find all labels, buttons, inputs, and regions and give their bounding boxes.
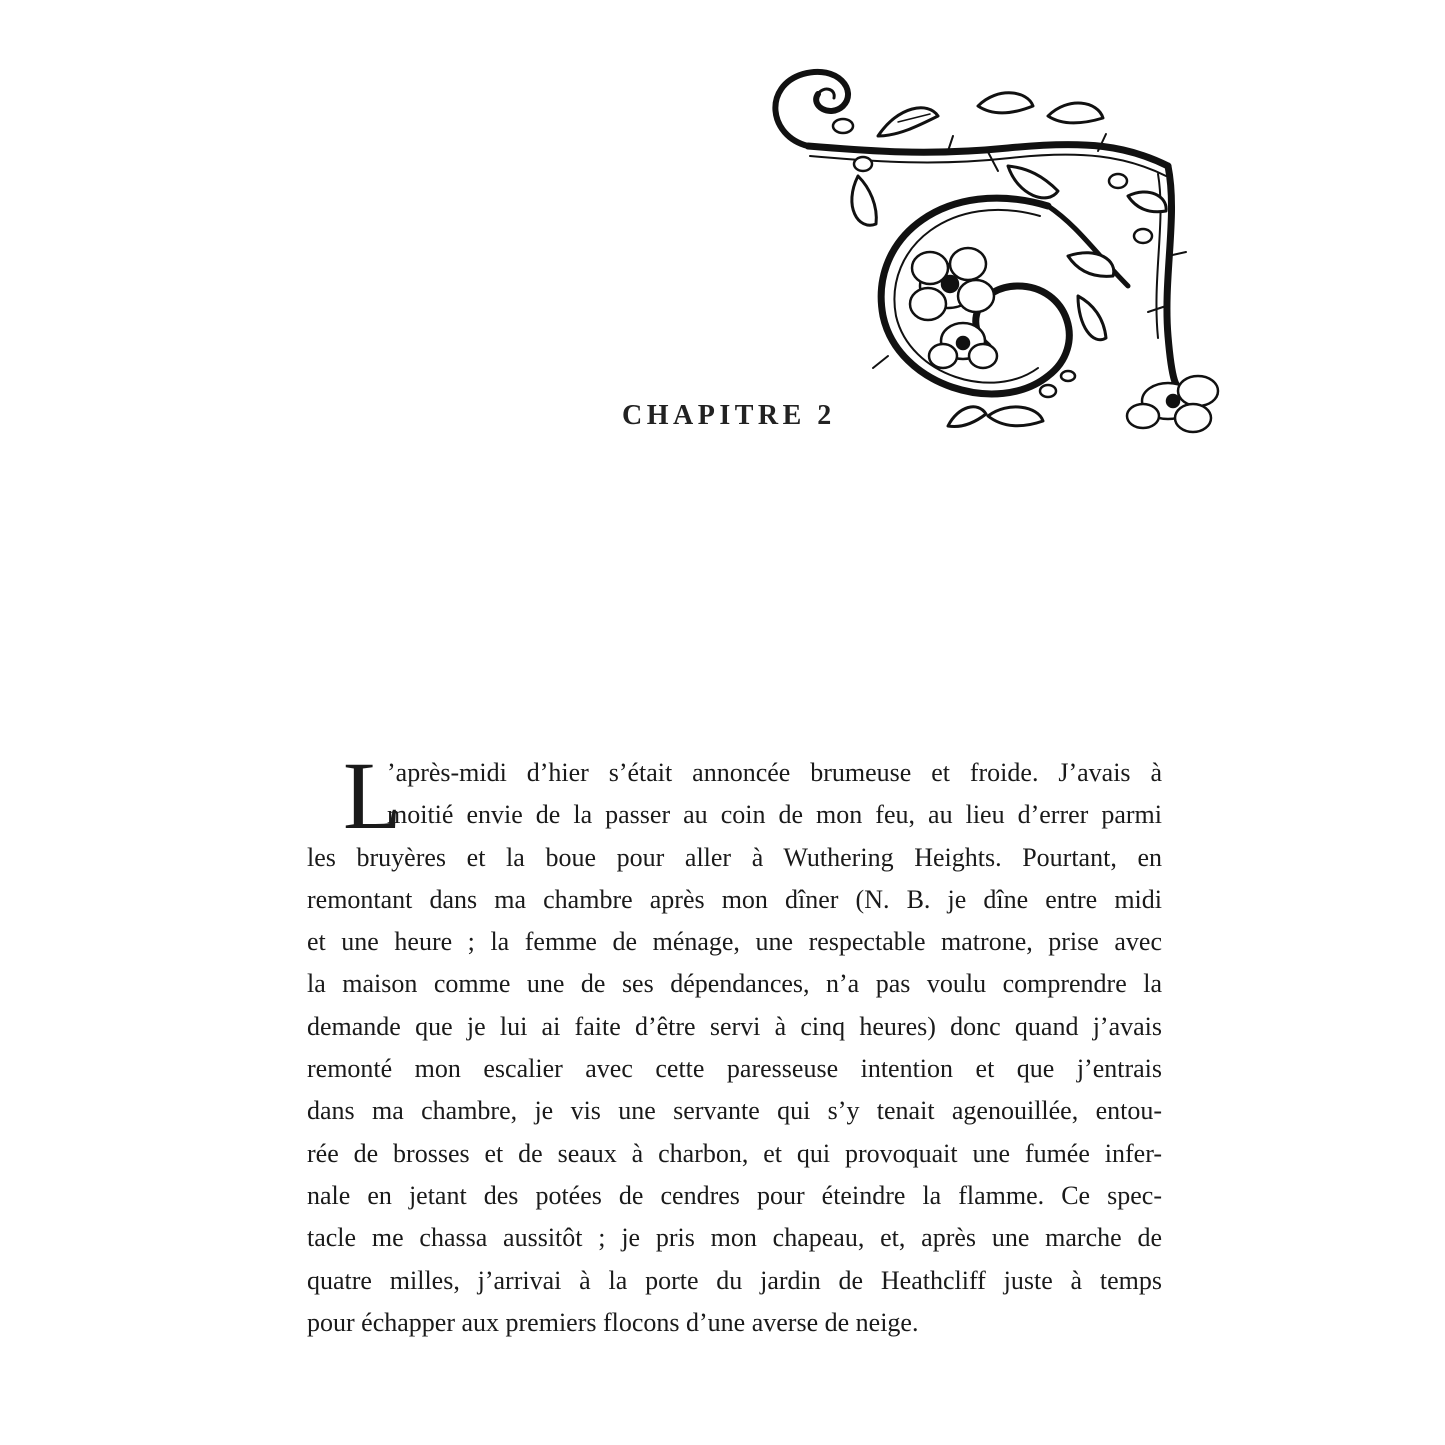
paragraph-line: pour échapper aux premiers flocons d’une averse de neige. [307, 1307, 919, 1337]
chapter-title: CHAPITRE 2 [622, 400, 836, 431]
paragraph-line: tacle me chassa aussitôt ; je pris mon chapeau, et, après une marche de [307, 1223, 1162, 1253]
paragraph-line: ’après-midi d’hier s’était annoncée brumeuse et froide. J’avais à [387, 758, 1162, 787]
paragraph-line: rée de brosses et de seaux à charbon, et qui provoquait une fumée infer- [307, 1138, 1162, 1168]
paragraph-line: et une heure ; la femme de ménage, une respectable matrone, prise avec [307, 927, 1162, 957]
drop-cap: L [343, 742, 402, 849]
paragraph-line: remonté mon escalier avec cette paresseuse intention et que j’entrais [307, 1054, 1162, 1084]
paragraph-line: remontant dans ma chambre après mon dîner (N. B. je dîne entre midi [307, 884, 1162, 914]
chapter-paragraph [307, 742, 1162, 1344]
paragraph-line: dans ma chambre, je vis une servante qui s’y tenait agenouillée, entou- [307, 1096, 1162, 1126]
paragraph-line: les bruyères et la boue pour aller à Wuthering Heights. Pourtant, en [307, 842, 1162, 872]
paragraph-line: moitié envie de la passer au coin de mon feu, au lieu d’errer parmi [387, 800, 1162, 830]
paragraph-line: demande que je lui ai faite d’être servi à cinq heures) donc quand j’avais [307, 1011, 1162, 1041]
paragraph-line: nale en jetant des potées de cendres pour éteindre la flamme. Ce spec- [307, 1180, 1162, 1210]
paragraph-line: la maison comme une de ses dépendances, n’a pas voulu comprendre la [307, 969, 1162, 999]
paragraph-line: quatre milles, j’arrivai à la porte du jardin de Heathcliff juste à temps [307, 1265, 1162, 1295]
